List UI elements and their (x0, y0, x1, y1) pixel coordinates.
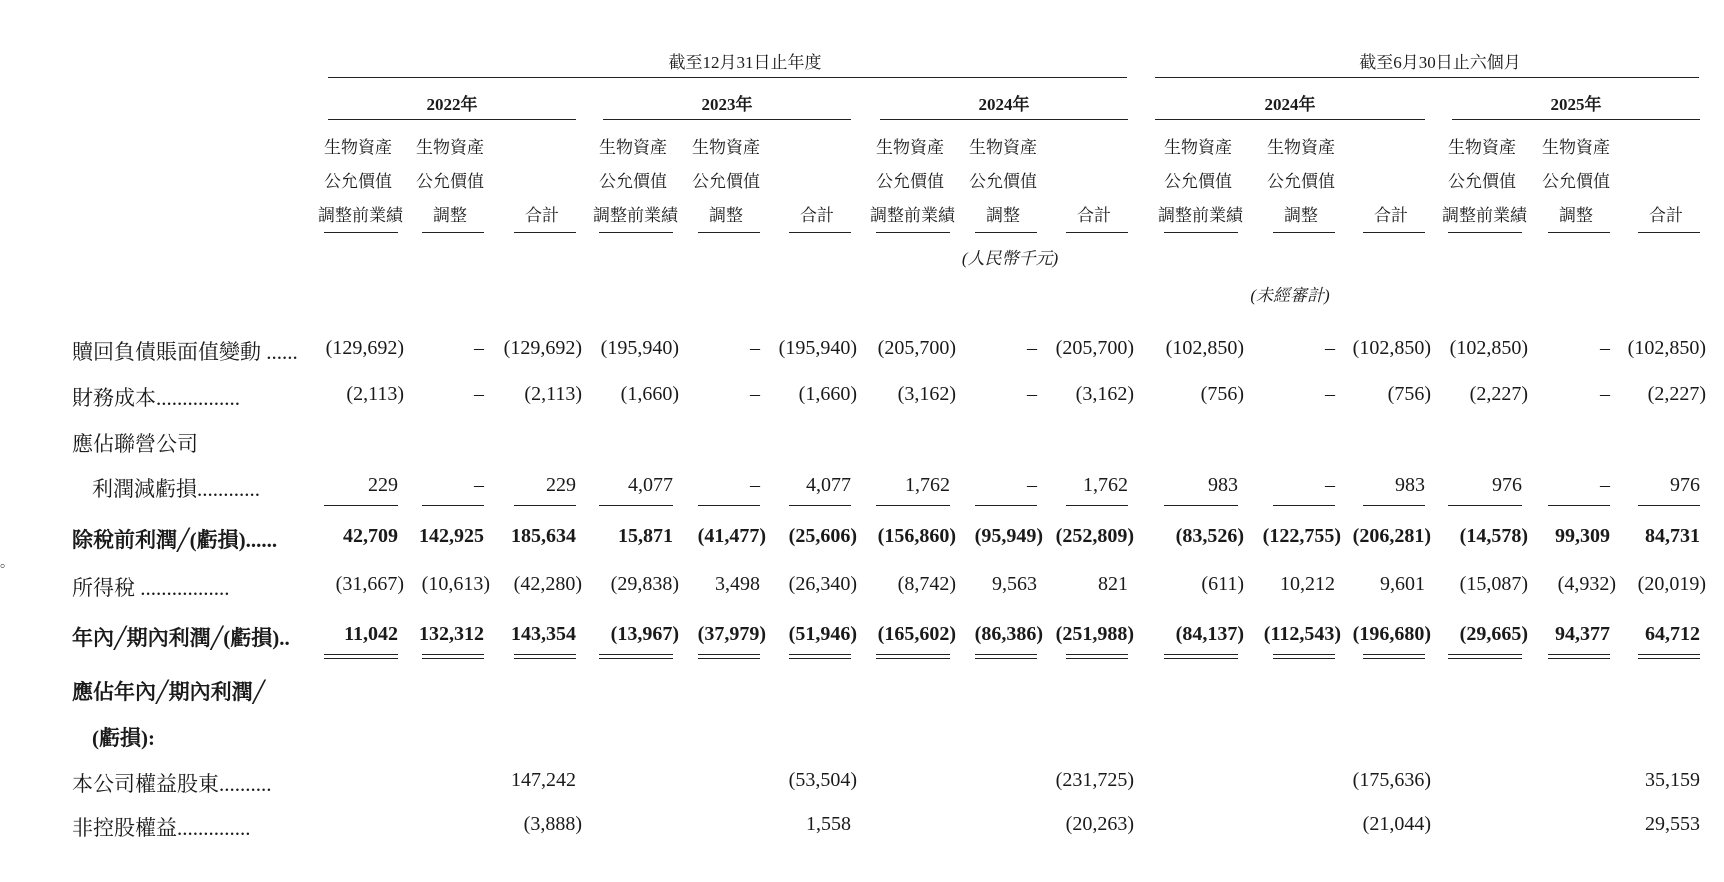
year-header-2024: 2024年 (978, 95, 1030, 114)
table-cell: 1,762 (905, 474, 950, 496)
column-header-line: 公允價值 (1542, 172, 1610, 191)
column-header-line: 生物資產 (692, 138, 760, 157)
double-underline (1363, 654, 1425, 659)
column-header-line: 公允價值 (692, 172, 760, 191)
table-cell: (231,725) (1055, 769, 1134, 791)
table-cell: (195,940) (600, 337, 679, 359)
column-header-line: 調整 (709, 206, 743, 225)
column-header-before-adjustment (318, 131, 403, 233)
table-cell: (84,137) (1175, 623, 1244, 645)
table-cell: (102,850) (1165, 337, 1244, 359)
column-header-line: 調整前業績 (870, 206, 955, 225)
year-header-2022: 2022年 (426, 95, 478, 114)
column-header-line: 生物資產 (1164, 138, 1232, 157)
column-header-before-adjustment (870, 131, 955, 233)
column-header-fair-value-adjustment (969, 131, 1037, 233)
table-cell: 983 (1208, 474, 1238, 496)
column-header-underline (876, 232, 950, 233)
table-cell: (102,850) (1627, 337, 1706, 359)
year-rule-2024 (880, 119, 1128, 120)
table-cell: (31,667) (335, 573, 404, 595)
table-cell: 4,077 (628, 474, 673, 496)
table-cell: (26,340) (788, 573, 857, 595)
year-header-2023: 2023年 (701, 95, 753, 114)
table-cell: (756) (1387, 383, 1431, 405)
table-cell: – (474, 383, 484, 405)
table-cell: 1,558 (806, 813, 851, 835)
double-underline (1448, 654, 1522, 659)
table-cell: (29,665) (1459, 623, 1528, 645)
table-cell: 1,762 (1083, 474, 1128, 496)
table-cell: 976 (1670, 474, 1700, 496)
column-header-underline (1638, 232, 1700, 233)
column-header-total (508, 199, 576, 233)
table-cell: 147,242 (511, 769, 576, 791)
table-cell: – (1325, 337, 1335, 359)
single-underline (1548, 505, 1610, 506)
row-label: 應佔聯營公司 (72, 432, 198, 456)
table-cell: (205,700) (1055, 337, 1134, 359)
group-six-months-rule (1155, 77, 1699, 78)
column-header-line: 公允價值 (969, 172, 1037, 191)
column-header-fair-value-adjustment (416, 131, 484, 233)
column-header-line: 調整前業績 (1158, 206, 1243, 225)
column-header-line: 合計 (1077, 206, 1111, 225)
column-header-line: 公允價值 (1267, 172, 1335, 191)
column-header-underline (599, 232, 673, 233)
row-label: 應佔年內╱期內利潤╱ (72, 680, 266, 704)
table-cell: (83,526) (1175, 525, 1244, 547)
table-cell: (129,692) (503, 337, 582, 359)
table-cell: 821 (1098, 573, 1128, 595)
table-cell: (14,578) (1459, 525, 1528, 547)
table-cell: (21,044) (1362, 813, 1431, 835)
table-cell: (37,979) (697, 623, 766, 645)
double-underline (789, 654, 851, 659)
column-header-line: 公允價值 (416, 172, 484, 191)
table-cell: (41,477) (697, 525, 766, 547)
column-header-line: 調整 (1559, 206, 1593, 225)
table-cell: (29,838) (610, 573, 679, 595)
table-cell: 84,731 (1645, 525, 1700, 547)
single-underline (975, 505, 1037, 506)
column-header-line: 調整前業績 (593, 206, 678, 225)
year-rule-2024-h1 (1155, 119, 1425, 120)
column-header-total (1632, 199, 1700, 233)
column-header-line: 調整前業績 (1442, 206, 1527, 225)
table-cell: (4,932) (1557, 573, 1616, 595)
row-label: 非控股權益.............. (72, 816, 251, 840)
table-cell: – (1325, 383, 1335, 405)
column-header-underline (1164, 232, 1238, 233)
column-header-line: 公允價值 (876, 172, 944, 191)
year-rule-2023 (603, 119, 851, 120)
table-cell: 64,712 (1645, 623, 1700, 645)
column-header-underline (975, 232, 1037, 233)
table-cell: (206,281) (1352, 525, 1431, 547)
table-cell: (251,988) (1055, 623, 1134, 645)
column-header-underline (1066, 232, 1128, 233)
table-cell: 142,925 (419, 525, 484, 547)
double-underline (698, 654, 760, 659)
double-underline (1548, 654, 1610, 659)
double-underline (876, 654, 950, 659)
table-cell: (53,504) (788, 769, 857, 791)
single-underline (1363, 505, 1425, 506)
column-header-fair-value-adjustment (1542, 131, 1610, 233)
table-cell: (102,850) (1352, 337, 1431, 359)
row-label: 年內╱期內利潤╱(虧損).. (72, 626, 290, 650)
row-label: (虧損): (92, 726, 155, 750)
column-header-line: 合計 (525, 206, 559, 225)
row-label: 利潤減虧損............ (92, 477, 260, 501)
table-cell: (20,263) (1065, 813, 1134, 835)
column-header-underline (422, 232, 484, 233)
column-header-line: 合計 (800, 206, 834, 225)
table-cell: (611) (1201, 573, 1244, 595)
table-cell: (3,888) (523, 813, 582, 835)
table-cell: (1,660) (798, 383, 857, 405)
column-header-line: 調整 (986, 206, 1020, 225)
table-cell: – (1027, 383, 1037, 405)
double-underline (599, 654, 673, 659)
table-cell: (756) (1200, 383, 1244, 405)
table-cell: – (1027, 337, 1037, 359)
table-cell: (252,809) (1055, 525, 1134, 547)
column-header-line: 公允價值 (599, 172, 667, 191)
table-cell: (20,019) (1637, 573, 1706, 595)
single-underline (1638, 505, 1700, 506)
column-header-total (1357, 199, 1425, 233)
table-cell: (8,742) (897, 573, 956, 595)
table-cell: 99,309 (1555, 525, 1610, 547)
column-header-line: 合計 (1649, 206, 1683, 225)
table-cell: (129,692) (325, 337, 404, 359)
table-cell: (122,755) (1262, 525, 1341, 547)
table-cell: (196,680) (1352, 623, 1431, 645)
column-header-line: 調整前業績 (318, 206, 403, 225)
double-underline (422, 654, 484, 659)
column-header-line: 生物資產 (324, 138, 392, 157)
table-cell: – (750, 383, 760, 405)
table-cell: 15,871 (618, 525, 673, 547)
year-rule-2022 (328, 119, 576, 120)
table-cell: 29,553 (1645, 813, 1700, 835)
table-cell: 976 (1492, 474, 1522, 496)
column-header-line: 生物資產 (1542, 138, 1610, 157)
table-cell: 143,354 (511, 623, 576, 645)
table-cell: (195,940) (778, 337, 857, 359)
table-cell: 11,042 (344, 623, 398, 645)
table-cell: 229 (368, 474, 398, 496)
table-cell: – (474, 337, 484, 359)
column-header-line: 生物資產 (1267, 138, 1335, 157)
table-cell: 94,377 (1555, 623, 1610, 645)
table-cell: (112,543) (1263, 623, 1341, 645)
single-underline (599, 505, 673, 506)
table-cell: – (750, 337, 760, 359)
double-underline (1164, 654, 1238, 659)
table-cell: – (1600, 337, 1610, 359)
row-label: 財務成本................ (72, 386, 240, 410)
column-header-underline (1548, 232, 1610, 233)
table-cell: (10,613) (421, 573, 490, 595)
table-cell: (95,949) (974, 525, 1043, 547)
column-header-underline (1448, 232, 1522, 233)
table-cell: (165,602) (877, 623, 956, 645)
single-underline (1066, 505, 1128, 506)
column-header-line: 調整 (1284, 206, 1318, 225)
column-header-line: 生物資產 (1448, 138, 1516, 157)
column-header-underline (698, 232, 760, 233)
row-label: 贖回負債賬面值變動 ...... (72, 340, 298, 364)
table-cell: (15,087) (1459, 573, 1528, 595)
double-underline (1066, 654, 1128, 659)
year-header-2024-h1: 2024年 (1264, 95, 1316, 114)
table-cell: 10,212 (1280, 573, 1335, 595)
single-underline (422, 505, 484, 506)
column-header-line: 公允價值 (1164, 172, 1232, 191)
column-header-line: 生物資產 (599, 138, 667, 157)
column-header-before-adjustment (1158, 131, 1243, 233)
table-cell: 42,709 (343, 525, 398, 547)
table-cell: (13,967) (610, 623, 679, 645)
single-underline (1273, 505, 1335, 506)
row-label: 除稅前利潤╱(虧損)...... (72, 528, 278, 552)
table-cell: 132,312 (419, 623, 484, 645)
table-cell: 9,601 (1380, 573, 1425, 595)
group-six-months-label: 截至6月30日止六個月 (1359, 53, 1521, 72)
row-label: 本公司權益股東.......... (72, 772, 272, 796)
column-header-line: 公允價值 (324, 172, 392, 191)
column-header-fair-value-adjustment (692, 131, 760, 233)
single-underline (698, 505, 760, 506)
column-header-fair-value-adjustment (1267, 131, 1335, 233)
single-underline (789, 505, 851, 506)
unit-note: (人民幣千元) (961, 249, 1059, 268)
table-cell: 983 (1395, 474, 1425, 496)
table-cell: (2,227) (1469, 383, 1528, 405)
table-cell: (42,280) (513, 573, 582, 595)
table-cell: 229 (546, 474, 576, 496)
group-full-year-label: 截至12月31日止年度 (668, 53, 822, 72)
column-header-line: 公允價值 (1448, 172, 1516, 191)
table-cell: (102,850) (1449, 337, 1528, 359)
table-cell: (51,946) (788, 623, 857, 645)
single-underline (1448, 505, 1522, 506)
table-cell: (2,113) (524, 383, 582, 405)
table-cell: 185,634 (511, 525, 576, 547)
table-cell: – (1600, 383, 1610, 405)
table-cell: (156,860) (877, 525, 956, 547)
table-cell: 35,159 (1645, 769, 1700, 791)
column-header-total (1060, 199, 1128, 233)
year-header-2025-h1: 2025年 (1550, 95, 1602, 114)
table-cell: – (1600, 474, 1610, 496)
table-cell: 9,563 (992, 573, 1037, 595)
double-underline (1638, 654, 1700, 659)
column-header-before-adjustment (593, 131, 678, 233)
table-cell: 3,498 (715, 573, 760, 595)
margin-mark: 。 (0, 556, 14, 571)
single-underline (514, 505, 576, 506)
table-cell: (86,386) (974, 623, 1043, 645)
year-rule-2025-h1 (1452, 119, 1700, 120)
column-header-underline (789, 232, 851, 233)
single-underline (876, 505, 950, 506)
double-underline (1273, 654, 1335, 659)
column-header-underline (514, 232, 576, 233)
table-cell: – (1027, 474, 1037, 496)
table-cell: (205,700) (877, 337, 956, 359)
column-header-line: 生物資產 (416, 138, 484, 157)
table-cell: (3,162) (897, 383, 956, 405)
double-underline (514, 654, 576, 659)
table-cell: – (1325, 474, 1335, 496)
column-header-underline (1363, 232, 1425, 233)
column-header-line: 合計 (1374, 206, 1408, 225)
group-full-year-rule (328, 77, 1127, 78)
table-cell: (1,660) (620, 383, 679, 405)
column-header-before-adjustment (1442, 131, 1527, 233)
single-underline (1164, 505, 1238, 506)
table-cell: – (750, 474, 760, 496)
table-cell: 4,077 (806, 474, 851, 496)
table-cell: (25,606) (788, 525, 857, 547)
column-header-underline (324, 232, 398, 233)
table-cell: (2,227) (1647, 383, 1706, 405)
single-underline (324, 505, 398, 506)
column-header-line: 調整 (433, 206, 467, 225)
column-header-line: 生物資產 (876, 138, 944, 157)
table-cell: – (474, 474, 484, 496)
double-underline (975, 654, 1037, 659)
row-label: 所得稅 ................. (72, 576, 230, 600)
table-cell: (3,162) (1075, 383, 1134, 405)
column-header-line: 生物資產 (969, 138, 1037, 157)
table-cell: (175,636) (1352, 769, 1431, 791)
column-header-underline (1273, 232, 1335, 233)
unaudited-note: (未經審計) (1250, 286, 1330, 305)
column-header-total (783, 199, 851, 233)
double-underline (324, 654, 398, 659)
table-cell: (2,113) (346, 383, 404, 405)
